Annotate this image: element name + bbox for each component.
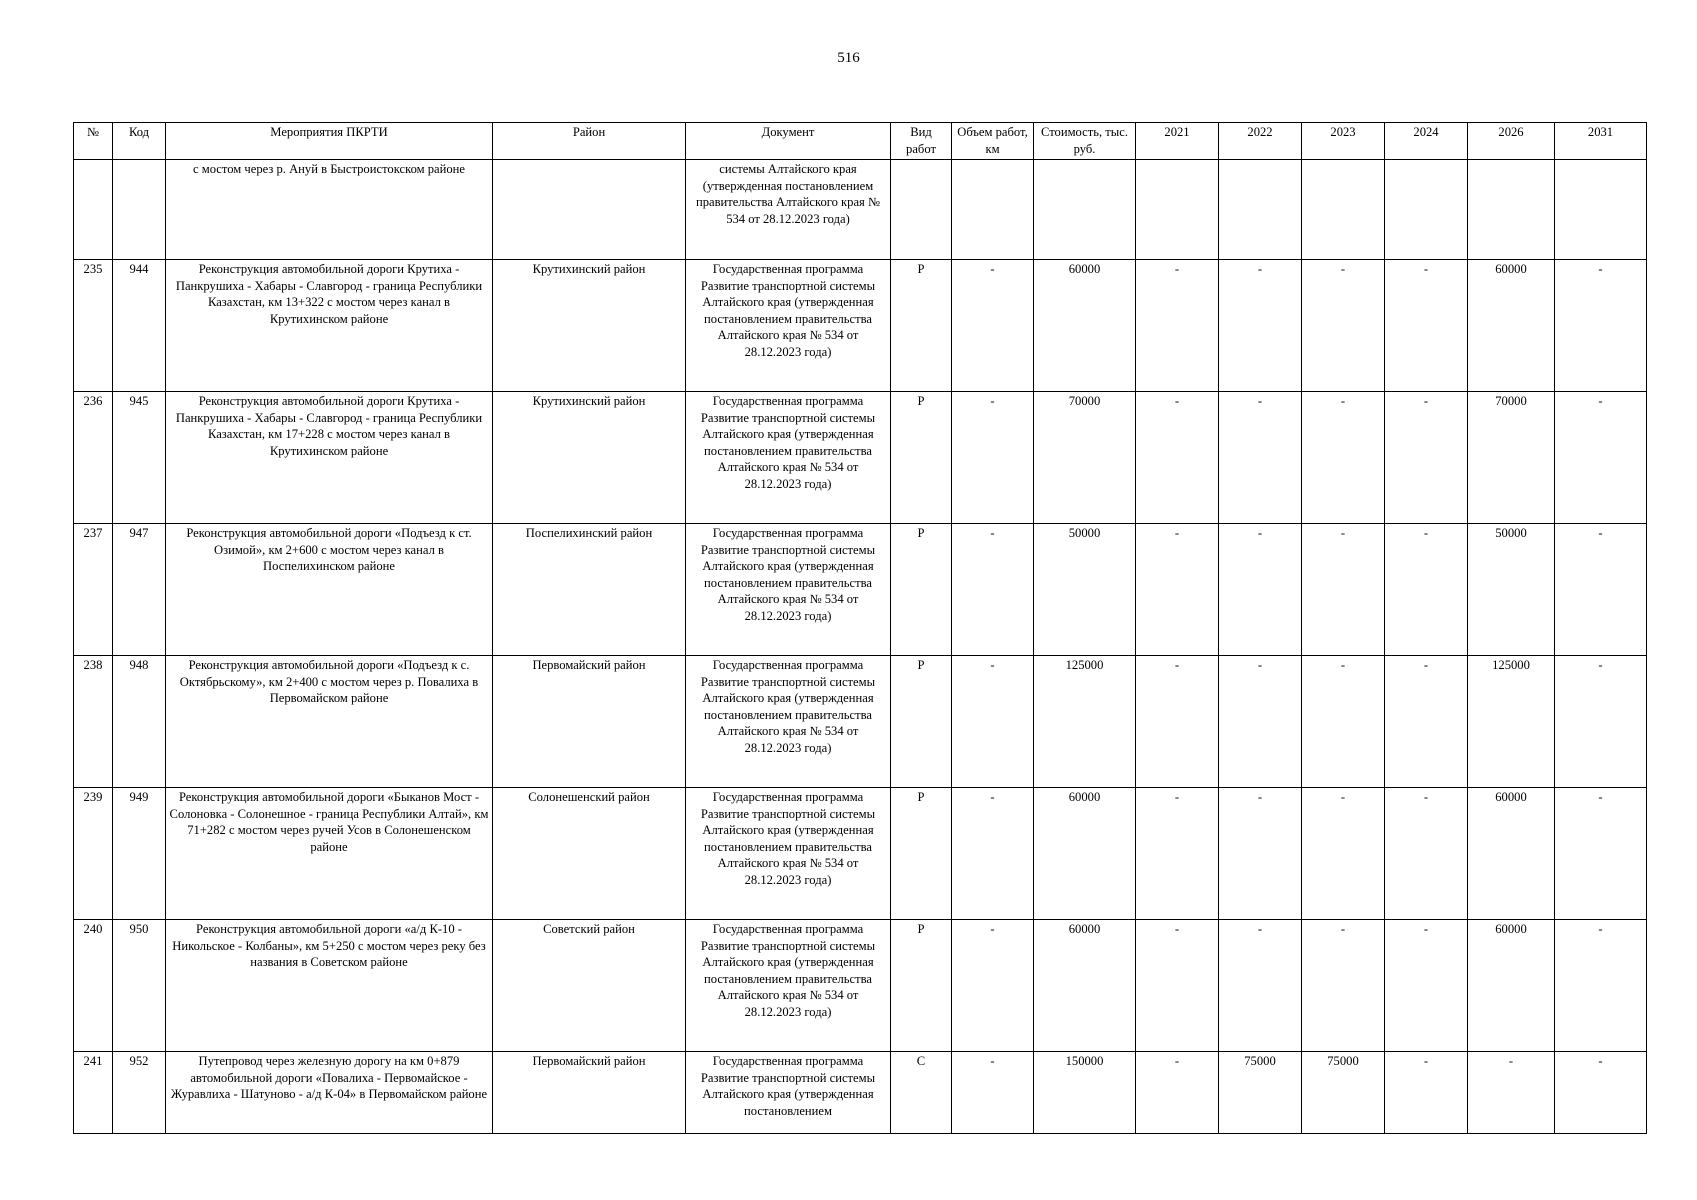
cell-district: Крутихинский район (493, 260, 686, 392)
cell-event: Реконструкция автомобильной дороги «Подъезд к ст. Озимой», км 2+600 с мостом через канал в Поспелихинском районе (166, 524, 493, 656)
cell-code: 949 (113, 788, 166, 920)
cell-2026: - (1468, 1052, 1555, 1134)
header-work-type: Вид работ (891, 123, 952, 160)
cell-volume: - (952, 392, 1034, 524)
cell-2023: - (1302, 524, 1385, 656)
cell-document: системы Алтайского края (утвержденная постановлением правительства Алтайского края № 534 от 28.12.2023 года) (686, 160, 891, 260)
cell-2024: - (1385, 392, 1468, 524)
cell-2024: - (1385, 788, 1468, 920)
cell-2022: - (1219, 524, 1302, 656)
cell-2022: - (1219, 920, 1302, 1052)
cell-cost: 60000 (1034, 920, 1136, 1052)
cell-event: Путепровод через железную дорогу на км 0+879 автомобильной дороги «Повалиха - Первомайское - Журавлиха - Шатуново - а/д К-04» в Первомайском районе (166, 1052, 493, 1134)
cell-2021: - (1136, 788, 1219, 920)
cell-code: 944 (113, 260, 166, 392)
cell-document: Государственная программа Развитие транспортной системы Алтайского края (утвержденная постановлением (686, 1052, 891, 1134)
table-row-continuation (74, 160, 1647, 260)
cell-2031: - (1555, 920, 1647, 1052)
table-row (74, 260, 1647, 392)
cell-2022: - (1219, 788, 1302, 920)
table-row (74, 392, 1647, 524)
cell-code: 952 (113, 1052, 166, 1134)
cell-code: 945 (113, 392, 166, 524)
cell-2031 (1555, 160, 1647, 260)
cell-event: Реконструкция автомобильной дороги «Быканов Мост - Солоновка - Солонешное - граница Республики Алтай», км 71+282 с мостом через ручей Усов в Солонешенском районе (166, 788, 493, 920)
cell-district: Крутихинский район (493, 392, 686, 524)
cell-2023: - (1302, 392, 1385, 524)
cell-2021: - (1136, 260, 1219, 392)
cell-volume: - (952, 920, 1034, 1052)
header-num: № (74, 123, 113, 160)
pkrti-table (73, 122, 1647, 1134)
cell-event: Реконструкция автомобильной дороги Крутиха - Панкрушиха - Хабары - Славгород - граница Республики Казахстан, км 13+322 с мостом через канал в Крутихинском районе (166, 260, 493, 392)
cell-district: Солонешенский район (493, 788, 686, 920)
page-number: 516 (837, 50, 860, 66)
cell-2021 (1136, 160, 1219, 260)
cell-document: Государственная программа Развитие транспортной системы Алтайского края (утвержденная постановлением правительства Алтайского края № 534 от 28.12.2023 года) (686, 392, 891, 524)
cell-volume: - (952, 1052, 1034, 1134)
cell-work-type: Р (891, 392, 952, 524)
cell-work-type: Р (891, 524, 952, 656)
header-2022: 2022 (1219, 123, 1302, 160)
table-row (74, 656, 1647, 788)
header-document: Документ (686, 123, 891, 160)
cell-district: Первомайский район (493, 656, 686, 788)
cell-2021: - (1136, 920, 1219, 1052)
cell-document: Государственная программа Развитие транспортной системы Алтайского края (утвержденная постановлением правительства Алтайского края № 534 от 28.12.2023 года) (686, 524, 891, 656)
cell-2024: - (1385, 920, 1468, 1052)
cell-2031: - (1555, 524, 1647, 656)
cell-num: 239 (74, 788, 113, 920)
header-2023: 2023 (1302, 123, 1385, 160)
cell-code: 947 (113, 524, 166, 656)
cell-2022: - (1219, 656, 1302, 788)
cell-2023: 75000 (1302, 1052, 1385, 1134)
header-2024: 2024 (1385, 123, 1468, 160)
cell-cost: 50000 (1034, 524, 1136, 656)
cell-2026 (1468, 160, 1555, 260)
cell-work-type: Р (891, 260, 952, 392)
cell-cost: 150000 (1034, 1052, 1136, 1134)
cell-event: с мостом через р. Ануй в Быстроистокском районе (166, 160, 493, 260)
cell-document: Государственная программа Развитие транспортной системы Алтайского края (утвержденная постановлением правительства Алтайского края № 534 от 28.12.2023 года) (686, 920, 891, 1052)
cell-work-type (891, 160, 952, 260)
cell-document: Государственная программа Развитие транспортной системы Алтайского края (утвержденная постановлением правительства Алтайского края № 534 от 28.12.2023 года) (686, 788, 891, 920)
cell-volume: - (952, 656, 1034, 788)
cell-num: 241 (74, 1052, 113, 1134)
cell-code: 950 (113, 920, 166, 1052)
cell-2022: 75000 (1219, 1052, 1302, 1134)
cell-district (493, 160, 686, 260)
cell-2021: - (1136, 656, 1219, 788)
header-row (74, 123, 1647, 160)
header-district: Район (493, 123, 686, 160)
cell-cost: 60000 (1034, 260, 1136, 392)
cell-2026: 50000 (1468, 524, 1555, 656)
cell-cost: 60000 (1034, 788, 1136, 920)
cell-2021: - (1136, 1052, 1219, 1134)
cell-2031: - (1555, 1052, 1647, 1134)
cell-2026: 125000 (1468, 656, 1555, 788)
cell-work-type: Р (891, 920, 952, 1052)
cell-work-type: Р (891, 656, 952, 788)
cell-volume: - (952, 788, 1034, 920)
cell-2023: - (1302, 920, 1385, 1052)
cell-2026: 60000 (1468, 260, 1555, 392)
cell-2023: - (1302, 656, 1385, 788)
cell-volume (952, 160, 1034, 260)
cell-2022 (1219, 160, 1302, 260)
cell-2021: - (1136, 524, 1219, 656)
cell-event: Реконструкция автомобильной дороги «а/д К-10 - Никольское - Колбаны», км 5+250 с мостом через реку без названия в Советском районе (166, 920, 493, 1052)
cell-volume: - (952, 524, 1034, 656)
cell-2022: - (1219, 392, 1302, 524)
cell-2026: 60000 (1468, 920, 1555, 1052)
cell-volume: - (952, 260, 1034, 392)
header-2031: 2031 (1555, 123, 1647, 160)
cell-2023: - (1302, 260, 1385, 392)
cell-2026: 60000 (1468, 788, 1555, 920)
cell-2026: 70000 (1468, 392, 1555, 524)
cell-2024: - (1385, 656, 1468, 788)
cell-num: 236 (74, 392, 113, 524)
cell-2021: - (1136, 392, 1219, 524)
cell-district: Первомайский район (493, 1052, 686, 1134)
cell-2024 (1385, 160, 1468, 260)
cell-num (74, 160, 113, 260)
cell-cost: 125000 (1034, 656, 1136, 788)
header-code: Код (113, 123, 166, 160)
cell-cost (1034, 160, 1136, 260)
cell-2031: - (1555, 656, 1647, 788)
header-volume: Объем работ, км (952, 123, 1034, 160)
cell-document: Государственная программа Развитие транспортной системы Алтайского края (утвержденная постановлением правительства Алтайского края № 534 от 28.12.2023 года) (686, 260, 891, 392)
cell-district: Советский район (493, 920, 686, 1052)
cell-num: 235 (74, 260, 113, 392)
cell-document: Государственная программа Развитие транспортной системы Алтайского края (утвержденная постановлением правительства Алтайского края № 534 от 28.12.2023 года) (686, 656, 891, 788)
header-2021: 2021 (1136, 123, 1219, 160)
cell-cost: 70000 (1034, 392, 1136, 524)
cell-2022: - (1219, 260, 1302, 392)
cell-code: 948 (113, 656, 166, 788)
cell-2031: - (1555, 392, 1647, 524)
cell-code (113, 160, 166, 260)
cell-2031: - (1555, 788, 1647, 920)
cell-event: Реконструкция автомобильной дороги «Подъезд к с. Октябрьскому», км 2+400 с мостом через р. Повалиха в Первомайском районе (166, 656, 493, 788)
cell-2031: - (1555, 260, 1647, 392)
cell-num: 237 (74, 524, 113, 656)
cell-work-type: Р (891, 788, 952, 920)
cell-work-type: С (891, 1052, 952, 1134)
cell-event: Реконструкция автомобильной дороги Крутиха - Панкрушиха - Хабары - Славгород - граница Республики Казахстан, км 17+228 с мостом через канал в Крутихинском районе (166, 392, 493, 524)
cell-2023 (1302, 160, 1385, 260)
cell-district: Поспелихинский район (493, 524, 686, 656)
table-row (74, 524, 1647, 656)
cell-2023: - (1302, 788, 1385, 920)
table-row (74, 920, 1647, 1052)
table-row (74, 1052, 1647, 1134)
cell-num: 240 (74, 920, 113, 1052)
header-2026: 2026 (1468, 123, 1555, 160)
header-event: Мероприятия ПКРТИ (166, 123, 493, 160)
cell-2024: - (1385, 524, 1468, 656)
header-cost: Стоимость, тыс. руб. (1034, 123, 1136, 160)
cell-2024: - (1385, 1052, 1468, 1134)
cell-2024: - (1385, 260, 1468, 392)
table-row (74, 788, 1647, 920)
cell-num: 238 (74, 656, 113, 788)
